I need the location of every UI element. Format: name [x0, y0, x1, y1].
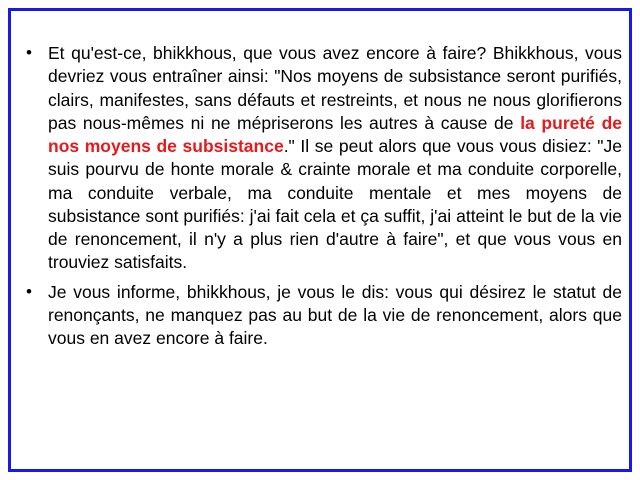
- bullet-1-highlight: la pureté de nos moyens de subsistance: [48, 112, 622, 157]
- list-item: [22, 42, 622, 275]
- slide-content: [22, 42, 622, 356]
- bullet-1-part-1: Et qu'est-ce, bhikkhous, que vous avez encore à faire? Bhikkhous, vous devriez vous entraîner ainsi: "Nos moyens de subsistance seront purifiés, clairs, manifestes, sans défauts et restreints, et nous ne nous glorifierons pas nous-mêmes ni ne mépriserons les autres à cause de: [48, 43, 622, 133]
- bullet-1-part-3: ." Il se peut alors que vous vous disiez: "Je suis pourvu de honte morale & crainte morale et ma conduite corporelle, ma conduite verbale, ma conduite mentale et mes moyens de subsistance sont purifiés: j'ai fait cela et ça suffit, j'ai atteint le but de la vie de renoncement, il n'y a plus rien d'autre à faire", et que vous vous en trouviez satisfaits.: [48, 136, 622, 273]
- bullet-text-1: [48, 43, 622, 272]
- bullet-list: [22, 42, 622, 350]
- bullet-text-2: Je vous informe, bhikkhous, je vous le dis: vous qui désirez le statut de renonçants, ne manquez pas au but de la vie de renoncement, alors que vous en avez encore à faire.: [48, 281, 622, 349]
- list-item: [22, 281, 622, 351]
